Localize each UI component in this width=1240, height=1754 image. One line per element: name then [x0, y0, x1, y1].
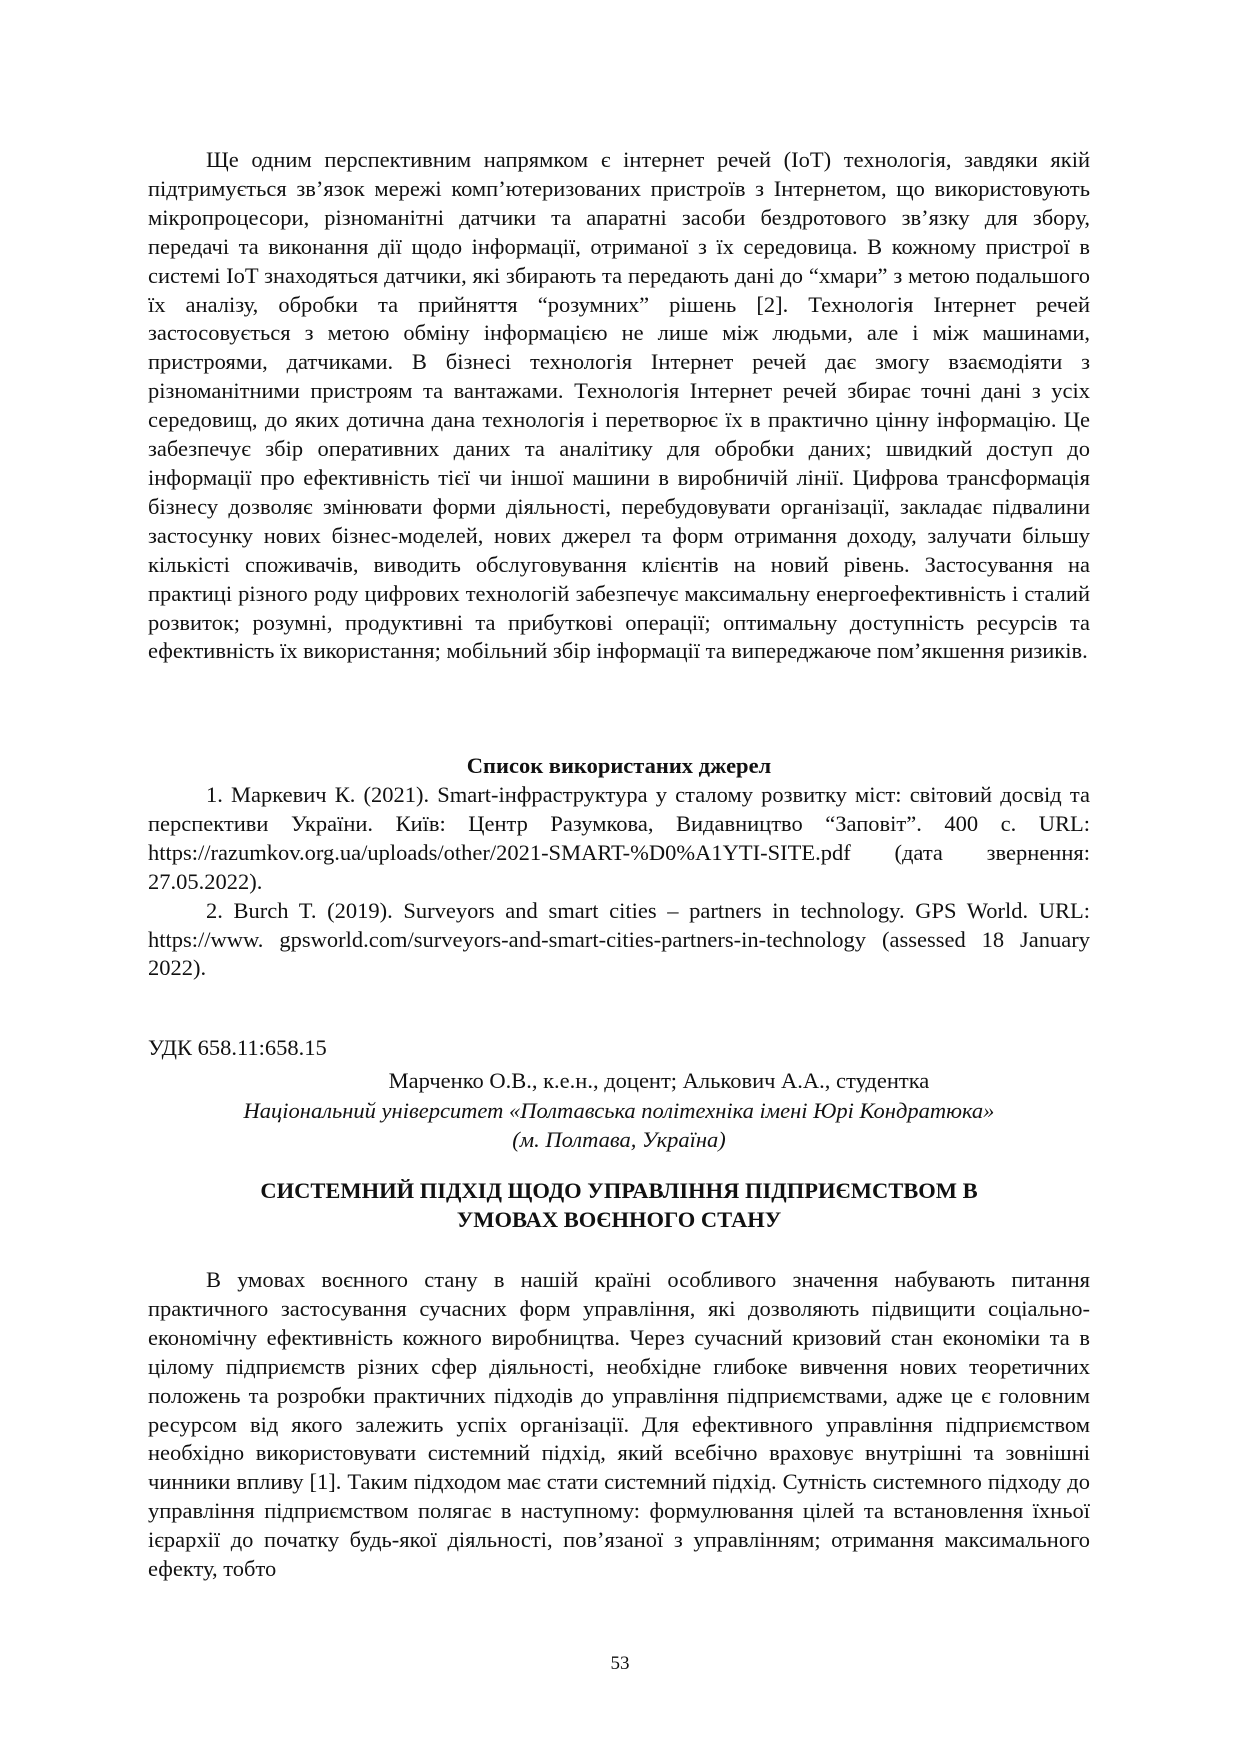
- article-affiliation-block: [148, 1096, 1090, 1154]
- reference-item-2: 2. Burch T. (2019). Surveyors and smart cities – partners in technology. GPS World. URL: https://www. gpsworld.com/surveyors-and-smart-cities-partners-in-technology (assessed 18 January 2022).: [148, 897, 1090, 981]
- references-list: [148, 781, 1090, 983]
- article-authors: Марченко О.В., к.е.н., доцент; Алькович А.А., студентка: [388, 1068, 930, 1093]
- title-line-1: СИСТЕМНИЙ ПІДХІД ЩОДО УПРАВЛІННЯ ПІДПРИЄМСТВОМ В: [260, 1178, 978, 1203]
- reference-item-1: 1. Маркевич К. (2021). Smart-інфраструктура у сталому розвитку міст: світовий досвід та перспективи України. Київ: Центр Разумкова, Видавництво “Заповіт”. 400 с. URL: https://razumkov.org.ua/uploads/other/2021-SMART-%D0%A1YTI-SITE.pdf (дата звернення: 27.05.2022).: [148, 782, 1090, 894]
- intro-continuation: [148, 146, 1090, 666]
- udc-code: УДК 658.11:658.15: [148, 1035, 327, 1060]
- paragraph-body: В умовах воєнного стану в нашій країні особливого значення набувають питання практичного застосування сучасних форм управління, які дозволяють підвищити соціально-економічну ефективність кожного виробництва. Через сучасний кризовий стан економіки та в цілому підприємств різних сфер діяльності, необхідне глибоке вивчення нових теоретичних положень та розробки практичних підходів до управління підприємствами, адже це є головним ресурсом від якого залежить успіх організації. Для ефективного управління підприємством необхідно використовувати системний підхід, який всебічно враховує внутрішні та зовнішні чинники впливу [1]. Таким підходом має стати системний підхід. Сутність системного підходу до управління підприємством полягає в наступному: формулювання цілей та встановлення їхньої ієрархії до початку будь-якої діяльності, пов’язаної з управлінням; отримання максимального ефекту, тобто: [148, 1267, 1090, 1582]
- title-line-2: УМОВАХ ВОЄННОГО СТАНУ: [456, 1207, 782, 1232]
- article-body: [148, 1266, 1090, 1584]
- affiliation: Національний університет «Полтавська політехніка імені Юрі Кондратюка»: [243, 1098, 995, 1123]
- page-number: 53: [610, 1653, 630, 1674]
- article-title: [148, 1176, 1090, 1234]
- references-title: Список використаних джерел: [466, 753, 772, 778]
- paragraph-iot: Ще одним перспективним напрямком є інтернет речей (IoT) технологія, завдяки якій підтримується зв’язок мережі комп’ютеризованих пристроїв з Інтернетом, що використовують мікропроцесори, різноманітні датчики та апаратні засоби бездротового зв’язку для збору, передачі та виконання дії щодо інформації, отриманої з їх середовица. В кожному пристрої в системі IoT знаходяться датчики, які збирають та передають дані до “хмари” з метою подальшого їх аналізу, обробки та прийняття “розумних” рішень [2]. Технологія Інтернет речей застосовується з метою обміну інформацією не лише між людьми, але і між машинами, пристроями, датчиками. В бізнесі технологія Інтернет речей дає змогу взаємодіяти з різноманітними пристроям та вантажами. Технологія Інтернет речей збирає точні дані з усіх середовищ, до яких дотична дана технологія і перетворює їх в практично цінну інформацію. Це забезпечує збір оперативних даних та аналітику для обробки даних; швидкий доступ до інформації про ефективність тієї чи іншої машини в виробничій лінії. Цифрова трансформація бізнесу дозволяє змінювати форми діяльності, перебудовувати організації, закладає підвалини застосунку нових бізнес-моделей, нових джерел та форм отримання доходу, залучати більшу кількісті споживачів, виводить обслуговування клієнтів на новий рівень. Застосування на практиці різного роду цифрових технологій забезпечує максимальну енергоефективність і сталий розвиток; розумні, продуктивні та прибуткові операції; оптимальну доступність ресурсів та ефективність їх використання; мобільний збір інформації та випереджаюче пом’якшення ризиків.: [148, 147, 1090, 664]
- location: (м. Полтава, Україна): [512, 1127, 726, 1152]
